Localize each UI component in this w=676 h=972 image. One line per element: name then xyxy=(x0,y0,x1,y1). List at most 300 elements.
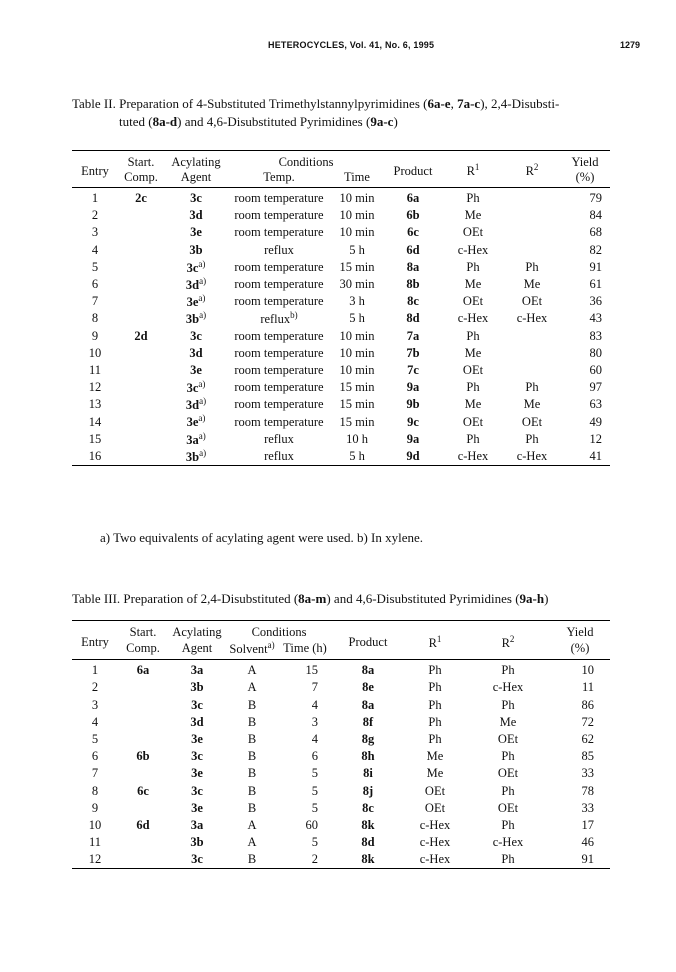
r2-cell xyxy=(504,345,560,362)
r2-cell: Me xyxy=(523,277,541,292)
acylating-agent-cell: 3d xyxy=(189,208,203,223)
temp-cell: reflux$^{b)}$ xyxy=(260,310,298,327)
time-cell: 15 min xyxy=(339,414,375,429)
yield-cell: 68 xyxy=(589,225,602,240)
col-yield-unit: (%) xyxy=(575,170,595,184)
temp-cell: room temperature xyxy=(234,414,324,429)
running-header xyxy=(0,40,676,56)
table-row xyxy=(72,834,610,851)
col-r2: $R^2$ xyxy=(501,633,515,650)
table2 xyxy=(72,150,610,466)
time-cell: 60 xyxy=(305,817,318,832)
r1-cell: c-Hex xyxy=(457,311,489,326)
col-entry: Entry xyxy=(81,163,109,178)
time-cell: 10 min xyxy=(339,208,375,223)
yield-cell: 78 xyxy=(581,783,594,798)
r1-cell: Ph xyxy=(428,680,442,695)
col-start: Start. xyxy=(129,625,157,639)
product-cell: 8a xyxy=(361,697,375,712)
table-row xyxy=(72,242,610,259)
acylating-agent-cell: 3c xyxy=(191,749,203,764)
time-cell: 7 xyxy=(311,680,318,695)
r2-cell: OEt xyxy=(497,766,519,781)
time-cell: 10 min xyxy=(339,191,375,206)
entry-cell: 4 xyxy=(91,714,99,729)
start-comp-cell xyxy=(118,379,164,396)
product-cell: 9a xyxy=(406,380,420,395)
col-product: Product xyxy=(348,634,388,649)
start-comp-cell xyxy=(118,731,168,748)
table-row xyxy=(72,259,610,276)
entry-cell: 1 xyxy=(91,191,99,206)
time-cell: 15 xyxy=(305,663,318,678)
acylating-agent-cell: 3c xyxy=(191,697,203,712)
acylating-agent-cell: 3e xyxy=(191,766,203,781)
acylating-agent-cell: 3a xyxy=(190,817,204,832)
solvent-cell: B xyxy=(247,749,257,764)
time-cell: 4 xyxy=(311,732,318,746)
product-cell: 8c xyxy=(407,294,419,309)
time-cell: 5 h xyxy=(349,311,365,326)
r2-cell: Ph xyxy=(501,852,515,867)
table3-caption xyxy=(72,590,632,608)
product-cell: 7a xyxy=(406,328,420,343)
solvent-cell: A xyxy=(247,817,257,832)
col-conditions: Conditions xyxy=(278,155,334,169)
entry-cell: 12 xyxy=(88,380,102,395)
start-comp-cell xyxy=(118,259,164,276)
col-r2: $R^2$ xyxy=(525,162,539,179)
yield-cell: 60 xyxy=(589,362,602,377)
r2-cell: Ph xyxy=(525,259,539,274)
temp-cell: room temperature xyxy=(234,345,324,360)
temp-cell: reflux xyxy=(264,448,294,463)
yield-cell: 33 xyxy=(581,766,594,781)
col-yield: Yield xyxy=(566,625,594,639)
time-cell: 3 h xyxy=(349,294,365,309)
entry-cell: 2 xyxy=(91,208,99,223)
r2-cell: OEt xyxy=(521,414,543,429)
acylating-agent-cell: 3c xyxy=(190,191,202,206)
solvent-cell: B xyxy=(247,697,257,712)
acylating-agent-cell: 3c xyxy=(190,328,202,343)
time-cell: 10 h xyxy=(346,431,368,446)
r2-cell: Ph xyxy=(525,380,539,395)
col-time: Time xyxy=(344,170,370,184)
product-cell: 9d xyxy=(406,448,420,463)
product-cell: 6c xyxy=(407,225,419,240)
time-cell: 5 xyxy=(311,766,318,781)
time-cell: 5 h xyxy=(349,448,365,463)
temp-cell: room temperature xyxy=(234,208,324,223)
acylating-agent-cell: 3e xyxy=(191,732,203,746)
r1-cell: Me xyxy=(426,766,444,781)
col-start: Start. xyxy=(127,155,155,169)
product-cell: 8h xyxy=(361,749,375,764)
acylating-agent-cell: 3b xyxy=(190,835,204,850)
table2-caption-line2: tuted (8a-d) and 4,6-Disubstituted Pyrimidines (9a-c) xyxy=(119,114,398,129)
table2-header xyxy=(72,151,610,188)
yield-cell: 80 xyxy=(589,345,602,360)
table-row xyxy=(72,413,610,430)
entry-cell: 7 xyxy=(91,766,99,781)
entry-cell: 9 xyxy=(91,328,99,343)
entry-cell: 5 xyxy=(91,732,99,746)
r2-cell: Ph xyxy=(525,431,539,446)
r1-cell: Ph xyxy=(466,259,480,274)
temp-cell: room temperature xyxy=(234,294,324,309)
time-cell: 3 xyxy=(311,714,318,729)
r1-cell: c-Hex xyxy=(457,242,489,257)
r1-cell: Ph xyxy=(428,663,442,678)
start-comp-cell xyxy=(118,697,168,714)
time-cell: 15 min xyxy=(339,259,375,274)
acylating-agent-cell: $3e^{a)}$ xyxy=(186,293,206,310)
col-solvent: Solvent$^{a)}$ xyxy=(229,640,275,657)
entry-cell: 11 xyxy=(88,362,102,377)
start-comp-cell xyxy=(118,765,168,782)
entry-cell: 1 xyxy=(91,663,99,678)
solvent-cell: A xyxy=(247,663,257,678)
start-comp-cell: 6d xyxy=(136,817,150,832)
start-comp-cell xyxy=(118,207,164,224)
col-agent: Agent xyxy=(180,170,212,184)
col-temp: Temp. xyxy=(263,170,295,184)
acylating-agent-cell: 3b xyxy=(190,680,204,695)
yield-cell: 17 xyxy=(581,817,594,832)
product-cell: 9c xyxy=(407,414,419,429)
product-cell: 7c xyxy=(407,362,419,377)
start-comp-cell: 6a xyxy=(136,663,150,678)
solvent-cell: B xyxy=(247,732,257,746)
r1-cell: Ph xyxy=(466,191,480,206)
r1-cell: Me xyxy=(464,208,482,223)
table2-caption-line1: Table II. Preparation of 4-Substituted Trimethylstannylpyrimidines (6a-e, 7a-c), 2,4-Disubsti- xyxy=(72,96,560,111)
temp-cell: room temperature xyxy=(234,362,324,377)
table-row xyxy=(72,207,610,224)
start-comp-cell: 6c xyxy=(137,783,149,798)
col-acylating: Acylating xyxy=(172,625,222,639)
r2-cell: c-Hex xyxy=(492,835,524,850)
entry-cell: 3 xyxy=(91,225,99,240)
time-cell: 10 min xyxy=(339,345,375,360)
entry-cell: 9 xyxy=(91,800,99,815)
table-row xyxy=(72,800,610,817)
col-time: Time (h) xyxy=(283,641,327,656)
acylating-agent-cell: $3d^{a)}$ xyxy=(185,275,207,293)
r2-cell: OEt xyxy=(497,732,519,746)
entry-cell: 2 xyxy=(91,680,99,695)
table3-header xyxy=(72,621,610,660)
start-comp-cell xyxy=(118,345,164,362)
r2-cell: Me xyxy=(523,397,541,412)
start-comp-cell xyxy=(118,679,168,696)
r1-cell: Me xyxy=(464,277,482,292)
table2-caption xyxy=(72,95,632,131)
temp-cell: room temperature xyxy=(234,259,324,274)
acylating-agent-cell: $3c^{a)}$ xyxy=(186,379,206,396)
acylating-agent-cell: $3b^{a)}$ xyxy=(185,447,207,464)
yield-cell: 49 xyxy=(589,414,602,429)
entry-cell: 16 xyxy=(88,448,102,463)
entry-cell: 8 xyxy=(91,783,99,798)
solvent-cell: B xyxy=(247,783,257,798)
time-cell: 5 h xyxy=(349,242,365,257)
r2-cell: c-Hex xyxy=(516,311,548,326)
temp-cell: room temperature xyxy=(234,380,324,395)
entry-cell: 7 xyxy=(91,294,99,309)
entry-cell: 12 xyxy=(88,852,102,867)
yield-cell: 41 xyxy=(589,448,602,463)
entry-cell: 3 xyxy=(91,697,99,712)
table-row xyxy=(72,817,610,834)
yield-cell: 85 xyxy=(581,749,594,764)
start-comp-cell: 6b xyxy=(136,749,150,764)
solvent-cell: B xyxy=(247,766,257,781)
product-cell: 8d xyxy=(361,835,375,850)
yield-cell: 11 xyxy=(581,680,594,695)
product-cell: 8g xyxy=(361,732,375,746)
table-row xyxy=(72,276,610,293)
start-comp-cell xyxy=(118,448,164,466)
time-cell: 5 xyxy=(311,835,318,850)
table-row xyxy=(72,328,610,345)
product-cell: 6d xyxy=(406,242,420,257)
table-row xyxy=(72,431,610,448)
table-row xyxy=(72,396,610,413)
entry-cell: 13 xyxy=(88,397,102,412)
col-agent: Agent xyxy=(181,641,213,656)
r1-cell: c-Hex xyxy=(419,852,451,867)
r2-cell xyxy=(504,224,560,241)
col-yield-unit: (%) xyxy=(570,641,590,656)
product-cell: 6b xyxy=(406,208,420,223)
start-comp-cell xyxy=(118,431,164,448)
r2-cell: c-Hex xyxy=(492,680,524,695)
yield-cell: 43 xyxy=(589,311,602,326)
product-cell: 8i xyxy=(363,766,373,781)
start-comp-cell xyxy=(118,242,164,259)
time-cell: 30 min xyxy=(339,277,375,292)
product-cell: 8a xyxy=(361,663,375,678)
col-acylating: Acylating xyxy=(171,155,221,169)
acylating-agent-cell: $3b^{a)}$ xyxy=(185,310,207,327)
start-comp-cell xyxy=(118,800,168,817)
page-number: 1279 xyxy=(620,40,641,50)
r1-cell: Me xyxy=(464,345,482,360)
product-cell: 7b xyxy=(406,345,420,360)
acylating-agent-cell: 3c xyxy=(191,852,203,867)
table-row xyxy=(72,362,610,379)
entry-cell: 10 xyxy=(88,817,102,832)
start-comp-cell: 2c xyxy=(135,191,147,206)
acylating-agent-cell: 3b xyxy=(189,242,203,257)
product-cell: 6a xyxy=(406,191,420,206)
time-cell: 10 min xyxy=(339,362,375,377)
time-cell: 4 xyxy=(311,697,318,712)
col-product: Product xyxy=(393,163,433,178)
acylating-agent-cell: 3e xyxy=(190,225,202,240)
start-comp-cell xyxy=(118,851,168,869)
entry-cell: 10 xyxy=(88,345,102,360)
yield-cell: 84 xyxy=(589,208,602,223)
product-cell: 8k xyxy=(361,817,375,832)
r2-cell xyxy=(504,242,560,259)
table-row xyxy=(72,345,610,362)
r2-cell: OEt xyxy=(497,800,519,815)
start-comp-cell xyxy=(118,714,168,731)
yield-cell: 33 xyxy=(581,800,594,815)
table-row xyxy=(72,188,610,208)
table3-caption-line1: Table III. Preparation of 2,4-Disubstituted (8a-m) and 4,6-Disubstituted Pyrimidines (9a-h) xyxy=(72,591,549,606)
col-r1: $R^1$ xyxy=(466,162,480,179)
yield-cell: 72 xyxy=(581,714,594,729)
temp-cell: room temperature xyxy=(234,191,324,206)
start-comp-cell xyxy=(118,293,164,310)
r1-cell: OEt xyxy=(424,783,446,798)
product-cell: 9b xyxy=(406,397,420,412)
product-cell: 8e xyxy=(362,680,374,695)
temp-cell: room temperature xyxy=(234,225,324,240)
product-cell: 8c xyxy=(362,800,374,815)
r1-cell: Me xyxy=(426,749,444,764)
temp-cell: room temperature xyxy=(234,277,324,292)
table-row xyxy=(72,765,610,782)
entry-cell: 15 xyxy=(88,431,102,446)
acylating-agent-cell: $3c^{a)}$ xyxy=(186,258,206,275)
time-cell: 10 min xyxy=(339,328,375,343)
product-cell: 8j xyxy=(362,783,374,798)
time-cell: 15 min xyxy=(339,380,375,395)
col-comp: Comp. xyxy=(126,641,160,656)
table-row xyxy=(72,224,610,241)
table-row xyxy=(72,697,610,714)
col-comp: Comp. xyxy=(124,170,158,184)
time-cell: 2 xyxy=(311,852,318,867)
table-row xyxy=(72,310,610,327)
col-r1: $R^1$ xyxy=(428,633,442,650)
yield-cell: 97 xyxy=(589,380,602,395)
acylating-agent-cell: 3d xyxy=(189,345,203,360)
entry-cell: 14 xyxy=(88,414,102,429)
table-row xyxy=(72,660,610,680)
product-cell: 8f xyxy=(362,714,374,729)
solvent-cell: A xyxy=(247,680,257,695)
yield-cell: 86 xyxy=(581,697,594,712)
yield-cell: 62 xyxy=(581,732,594,746)
acylating-agent-cell: 3c xyxy=(191,783,203,798)
r2-cell: Ph xyxy=(501,817,515,832)
r2-cell: Ph xyxy=(501,697,515,712)
acylating-agent-cell: $3d^{a)}$ xyxy=(185,396,207,413)
r1-cell: c-Hex xyxy=(419,817,451,832)
journal-citation: HETEROCYCLES, Vol. 41, No. 6, 1995 xyxy=(268,40,435,50)
r2-cell xyxy=(504,362,560,379)
temp-cell: room temperature xyxy=(234,328,324,343)
start-comp-cell xyxy=(118,413,164,430)
r2-cell xyxy=(504,207,560,224)
r1-cell: Me xyxy=(464,397,482,412)
col-conditions: Conditions xyxy=(251,625,307,639)
table-row xyxy=(72,679,610,696)
r2-cell: Ph xyxy=(501,749,515,764)
temp-cell: reflux xyxy=(264,242,294,257)
yield-cell: 91 xyxy=(589,259,602,274)
r2-cell: OEt xyxy=(521,294,543,309)
r2-cell: Ph xyxy=(501,783,515,798)
r1-cell: c-Hex xyxy=(457,448,489,463)
acylating-agent-cell: 3a xyxy=(190,663,204,678)
table-row xyxy=(72,748,610,765)
start-comp-cell xyxy=(118,834,168,851)
table-row xyxy=(72,293,610,310)
time-cell: 5 xyxy=(311,800,318,815)
product-cell: 9a xyxy=(406,431,420,446)
yield-cell: 61 xyxy=(589,277,602,292)
yield-cell: 83 xyxy=(589,328,602,343)
yield-cell: 10 xyxy=(581,663,594,678)
acylating-agent-cell: 3d xyxy=(190,714,204,729)
start-comp-cell xyxy=(118,224,164,241)
table-row xyxy=(72,851,610,869)
r1-cell: Ph xyxy=(466,380,480,395)
r2-cell: Me xyxy=(499,714,517,729)
r1-cell: OEt xyxy=(462,362,484,377)
time-cell: 6 xyxy=(311,749,318,764)
col-entry: Entry xyxy=(81,634,109,649)
r1-cell: OEt xyxy=(462,225,484,240)
r1-cell: OEt xyxy=(462,294,484,309)
start-comp-cell xyxy=(118,396,164,413)
table-row xyxy=(72,731,610,748)
start-comp-cell xyxy=(118,276,164,293)
yield-cell: 63 xyxy=(589,397,602,412)
r1-cell: Ph xyxy=(466,431,480,446)
entry-cell: 5 xyxy=(91,259,99,274)
table-row xyxy=(72,714,610,731)
yield-cell: 46 xyxy=(581,835,594,850)
r2-cell: Ph xyxy=(501,663,515,678)
r1-cell: c-Hex xyxy=(419,835,451,850)
r1-cell: Ph xyxy=(428,697,442,712)
yield-cell: 91 xyxy=(581,852,594,867)
product-cell: 8a xyxy=(406,259,420,274)
acylating-agent-cell: $3e^{a)}$ xyxy=(186,413,206,430)
solvent-cell: B xyxy=(247,714,257,729)
entry-cell: 4 xyxy=(91,242,99,257)
acylating-agent-cell: 3e xyxy=(190,362,202,377)
acylating-agent-cell: 3e xyxy=(191,800,203,815)
r1-cell: Ph xyxy=(466,328,480,343)
temp-cell: reflux xyxy=(264,431,294,446)
yield-cell: 36 xyxy=(589,294,602,309)
time-cell: 10 min xyxy=(339,225,375,240)
solvent-cell: A xyxy=(247,835,257,850)
solvent-cell: B xyxy=(247,800,257,815)
table-row xyxy=(72,448,610,466)
r2-cell: c-Hex xyxy=(516,448,548,463)
entry-cell: 11 xyxy=(88,835,102,850)
table2-footnote: a) Two equivalents of acylating agent were used. b) In xylene. xyxy=(100,530,424,545)
entry-cell: 6 xyxy=(91,277,99,292)
start-comp-cell xyxy=(118,310,164,327)
yield-cell: 12 xyxy=(589,431,602,446)
table3 xyxy=(72,620,610,869)
entry-cell: 8 xyxy=(91,311,99,326)
temp-cell: room temperature xyxy=(234,397,324,412)
product-cell: 8d xyxy=(406,311,420,326)
r2-cell xyxy=(504,188,560,208)
